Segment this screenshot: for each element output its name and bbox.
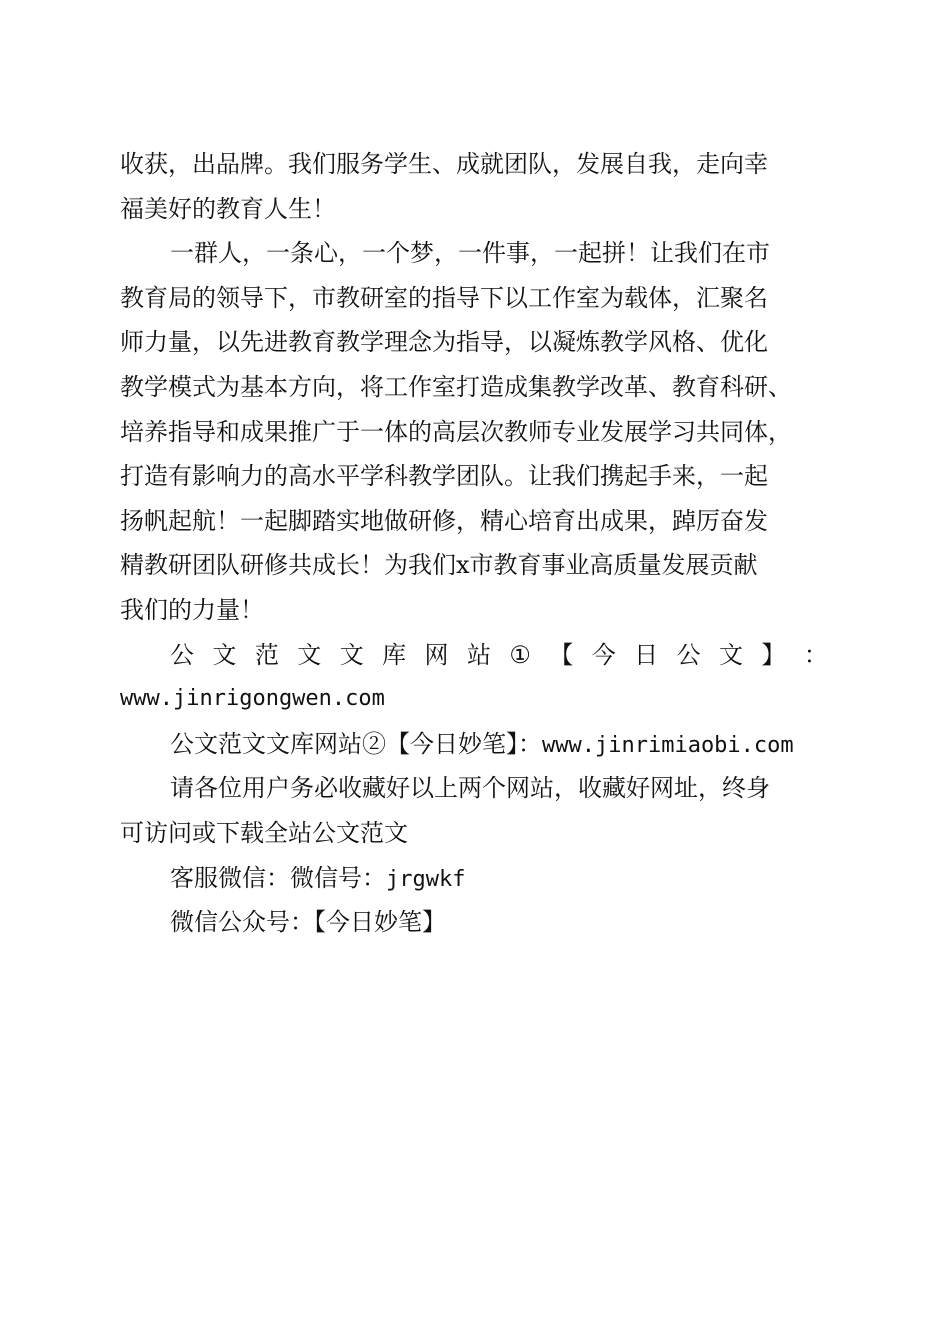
notice-block xyxy=(120,766,828,855)
site-one-url: www.jinrigongwen.com xyxy=(120,686,385,712)
text-line: 我们的力量！ xyxy=(120,595,264,624)
site-two-label: 公文范文文库网站②【今日妙笔】： xyxy=(170,729,542,758)
label-char: 文 xyxy=(212,640,237,669)
site-two-line xyxy=(120,722,828,767)
text-line: 福美好的教育人生！ xyxy=(120,194,336,223)
text-line: 师力量，以先进教育教学理念为指导，以凝炼教学风格、优化 xyxy=(120,328,768,357)
label-char: ： xyxy=(803,640,828,669)
label-char: 范 xyxy=(254,640,279,669)
paragraph-team-vision xyxy=(120,231,828,632)
text-line: 扬帆起航！一起脚踏实地做研修，精心培育出成果，踔厉奋发 xyxy=(120,506,768,535)
service-label: 客服微信：微信号： xyxy=(170,863,386,892)
text-line: 教学模式为基本方向，将工作室打造成集教学改革、教育科研、 xyxy=(120,372,792,401)
text-line: 收获，出品牌。我们服务学生、成就团队，发展自我，走向幸 xyxy=(120,150,768,178)
site-one-label xyxy=(120,633,828,678)
official-account-line: 微信公众号：【今日妙笔】 xyxy=(170,908,446,937)
label-char: 文 xyxy=(297,640,322,669)
service-wechat-line xyxy=(120,856,828,901)
label-char: 【 xyxy=(549,640,574,669)
label-char: 】 xyxy=(761,640,786,669)
site-two-url: www.jinrimiaobi.com xyxy=(542,732,794,758)
label-char: 站 xyxy=(466,640,491,669)
paragraph-closing-motto xyxy=(120,142,828,231)
label-char: 今 xyxy=(591,640,616,669)
text-line: 一群人，一条心，一个梦，一件事，一起拼！让我们在市 xyxy=(170,239,770,268)
text-line: 可访问或下载全站公文范文 xyxy=(120,818,408,847)
label-char: 库 xyxy=(382,640,407,669)
label-char: 文 xyxy=(339,640,364,669)
document-body xyxy=(120,142,828,945)
text-line: 培养指导和成果推广于一体的高层次教师专业发展学习共同体， xyxy=(120,417,792,446)
text-line: 请各位用户务必收藏好以上两个网站，收藏好网址，终身 xyxy=(170,774,770,803)
label-char: 公 xyxy=(676,640,701,669)
text-line: 教育局的领导下，市教研室的指导下以工作室为载体，汇聚名 xyxy=(120,283,768,312)
text-line: 精教研团队研修共成长！为我们x市教育事业高质量发展贡献 xyxy=(120,551,758,580)
label-char: 网 xyxy=(424,640,449,669)
site-one-block xyxy=(120,633,828,722)
label-char: 文 xyxy=(719,640,743,669)
label-char: 日 xyxy=(634,640,659,669)
label-char: ① xyxy=(509,640,531,669)
label-char: 公 xyxy=(170,640,194,669)
service-wechat-id: jrgwkf xyxy=(386,866,466,892)
text-line: 打造有影响力的高水平学科教学团队。让我们携起手来，一起 xyxy=(120,462,768,491)
